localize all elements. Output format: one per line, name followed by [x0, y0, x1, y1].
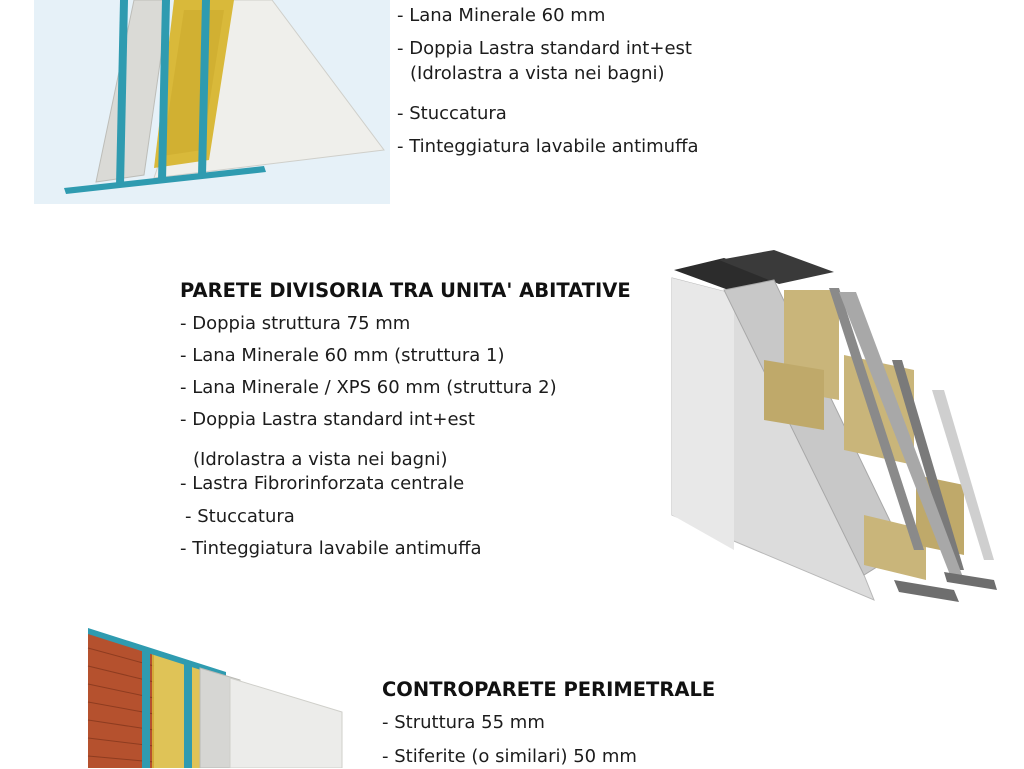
spec-item: - Doppia Lastra standard int+est	[397, 38, 692, 59]
spec-item: - Stuccatura	[185, 506, 295, 527]
spec-item: - Stiferite (o similari) 50 mm	[382, 746, 637, 767]
spec-item: - Lana Minerale 60 mm (struttura 1)	[180, 345, 505, 366]
section-partition-between-units	[0, 250, 1024, 610]
spec-item: - Doppia struttura 75 mm	[180, 313, 411, 334]
wall-illustration-double-stud	[664, 250, 1004, 610]
spec-item: - Stuccatura	[397, 103, 507, 124]
spec-item: (Idrolastra a vista nei bagni)	[410, 63, 665, 84]
spec-item: - Lana Minerale / XPS 60 mm (struttura 2)	[180, 377, 557, 398]
steel-stud-2	[184, 662, 192, 768]
rock-wool-block-2	[764, 360, 824, 430]
steel-stud-1	[142, 650, 150, 768]
wall-illustration-counterwall	[14, 628, 354, 768]
wall-illustration-drywall	[34, 0, 394, 206]
bottom-track-2	[944, 572, 997, 590]
spec-item: - Lana Minerale 60 mm	[397, 5, 606, 26]
spec-item: - Tinteggiatura lavabile antimuffa	[397, 136, 699, 157]
gypsum-board-front-face	[672, 278, 734, 550]
spec-item: (Idrolastra a vista nei bagni)	[193, 449, 448, 470]
spec-item: - Doppia Lastra standard int+est	[180, 409, 475, 430]
section-title: CONTROPARETE PERIMETRALE	[382, 678, 716, 701]
spec-item: - Struttura 55 mm	[382, 712, 545, 733]
spec-item: - Lastra Fibrorinforzata centrale	[180, 473, 465, 494]
section-partition-single	[0, 0, 1024, 210]
spec-item: - Tinteggiatura lavabile antimuffa	[180, 538, 482, 559]
section-title: PARETE DIVISORIA TRA UNITA' ABITATIVE	[180, 279, 631, 302]
section-perimeter-counterwall	[0, 628, 1024, 768]
bottom-track-1	[894, 580, 959, 602]
